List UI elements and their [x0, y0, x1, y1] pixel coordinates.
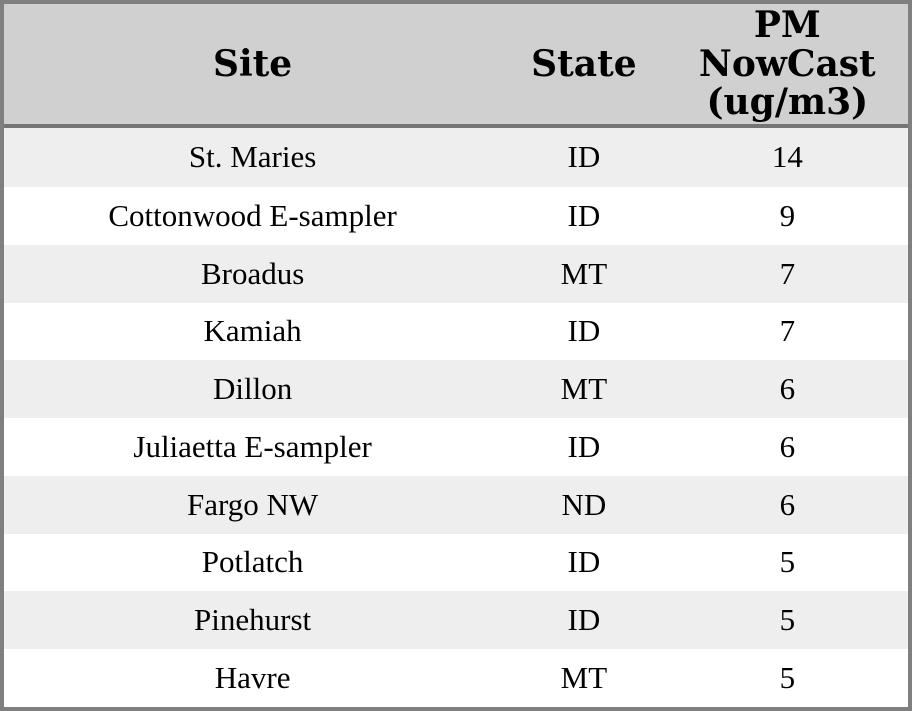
- pm-cell: 7: [779, 313, 796, 349]
- table-row: [4, 303, 908, 361]
- table-row: [4, 649, 908, 707]
- pm-cell: 5: [779, 544, 796, 580]
- pm-cell: 5: [779, 602, 796, 638]
- table-row: [4, 187, 908, 245]
- pm-cell: 6: [779, 486, 796, 522]
- col-header-site-label: Site: [212, 42, 293, 85]
- site-cell: Broadus: [200, 255, 305, 291]
- site-cell: Potlatch: [201, 544, 304, 580]
- data-table: [4, 4, 908, 707]
- state-cell: ND: [561, 486, 607, 522]
- site-cell: Dillon: [212, 371, 293, 407]
- col-header-site: [4, 4, 501, 126]
- pm-cell: 5: [779, 660, 796, 696]
- table-header-row: [4, 4, 908, 126]
- table-row: [4, 534, 908, 592]
- site-cell: Juliaetta E-sampler: [133, 428, 372, 464]
- site-cell: Havre: [214, 660, 291, 696]
- table-row: [4, 591, 908, 649]
- table-row: [4, 126, 908, 187]
- table-row: [4, 360, 908, 418]
- state-cell: ID: [567, 428, 601, 464]
- pm-cell: 9: [779, 197, 796, 233]
- state-cell: MT: [560, 371, 608, 407]
- site-cell: Pinehurst: [194, 602, 312, 638]
- col-header-pm-nowcast: [667, 4, 908, 126]
- pm-cell: 7: [779, 255, 796, 291]
- table-row: [4, 418, 908, 476]
- col-header-pm-nowcast-label: PM NowCast (ug/m3): [698, 3, 876, 124]
- site-cell: Kamiah: [203, 313, 302, 349]
- state-cell: ID: [567, 602, 601, 638]
- pm-cell: 6: [779, 428, 796, 464]
- col-header-state: [501, 4, 666, 126]
- table-header: [4, 4, 908, 126]
- state-cell: ID: [567, 544, 601, 580]
- state-cell: ID: [567, 197, 601, 233]
- table-row: [4, 476, 908, 534]
- site-cell: St. Maries: [188, 139, 317, 175]
- table-row: [4, 245, 908, 303]
- state-cell: MT: [560, 255, 608, 291]
- pm-cell: 6: [779, 371, 796, 407]
- state-cell: ID: [567, 139, 601, 175]
- site-cell: Cottonwood E-sampler: [108, 197, 397, 233]
- pm-cell: 14: [771, 139, 803, 175]
- state-cell: MT: [560, 660, 608, 696]
- col-header-state-label: State: [531, 42, 637, 85]
- site-cell: Fargo NW: [187, 486, 319, 522]
- state-cell: ID: [567, 313, 601, 349]
- table-body: [4, 126, 908, 707]
